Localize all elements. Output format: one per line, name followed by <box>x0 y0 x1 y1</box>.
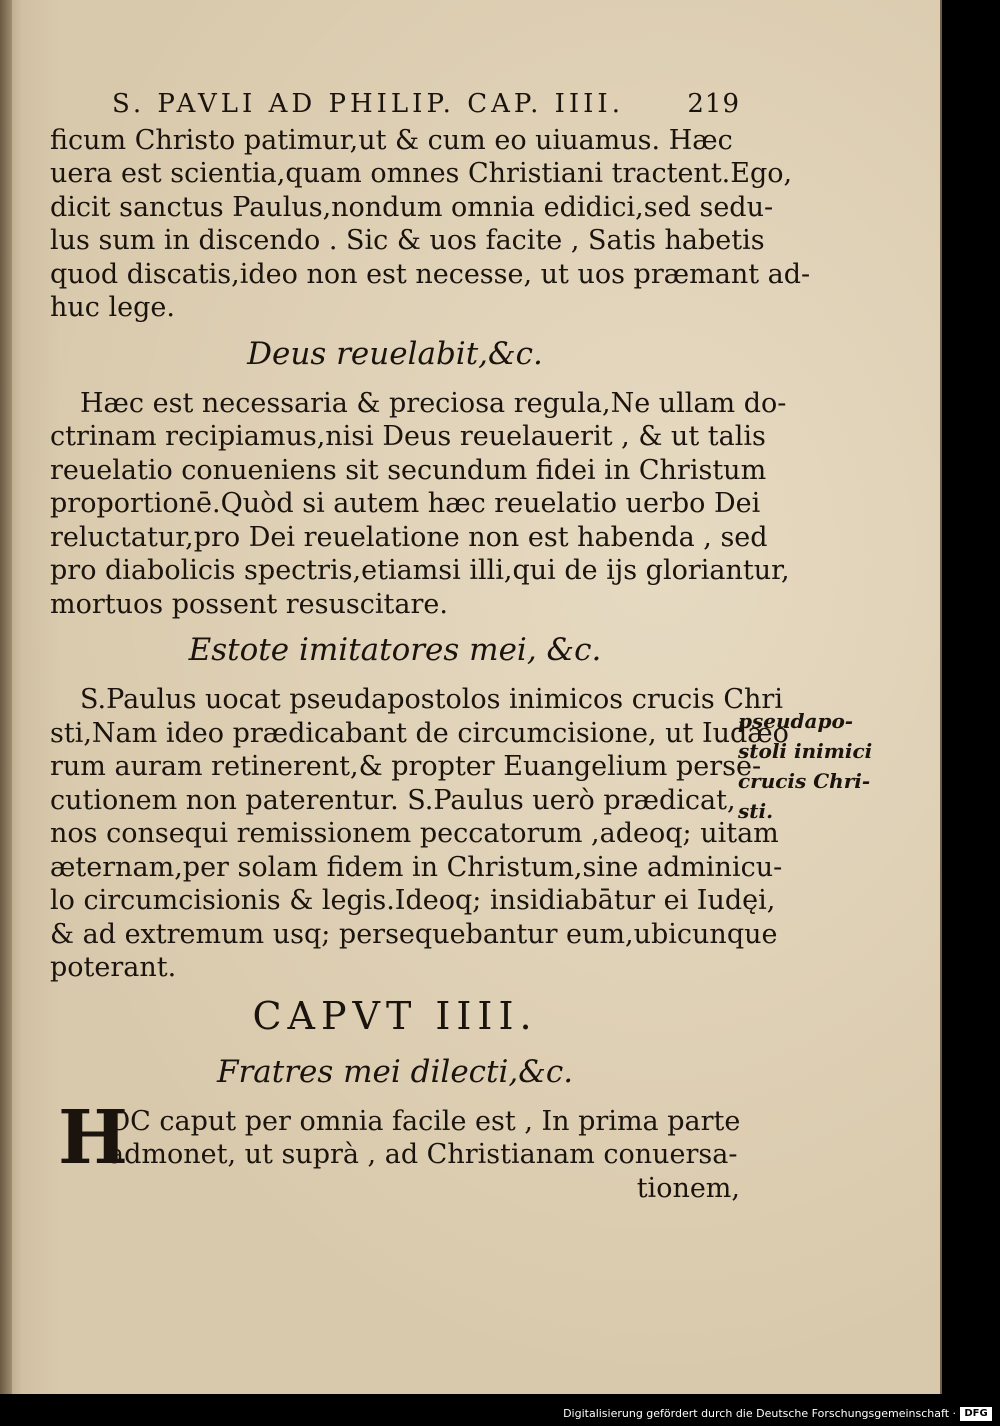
catchword: tionem, <box>636 1172 740 1204</box>
paragraph-1 <box>50 124 811 325</box>
text-line: rum auram retinerent,& propter Euangelium perse- <box>50 751 762 782</box>
text-line: lo circumcisionis & legis.Ideoq; insidiabātur ei Iudęi, <box>50 885 776 916</box>
marginal-note <box>738 706 888 826</box>
text-line: uera est scientia,quam omnes Christiani tractent.Ego, <box>50 158 793 189</box>
text-line: admonet, ut suprà , ad Christianam conuersa- <box>108 1139 738 1170</box>
text-line: sti,Nam ideo prædicabant de circumcisione, ut Iudæo <box>50 717 789 749</box>
text-line: Hæc est necessaria & preciosa regula,Ne ullam do- <box>80 387 787 419</box>
text-line: ficum Christo patimur,ut & cum eo uiuamus. Hæc <box>50 124 733 156</box>
text-line: OC caput per omnia facile est , In prima parte <box>108 1105 741 1137</box>
text-line: proportionē.Quòd si autem hæc reuelatio uerbo Dei <box>50 488 761 519</box>
chapter-heading: CAPVT IIII. <box>252 993 538 1038</box>
running-head-title: S. PAVLI AD PHILIP. CAP. IIII. <box>112 89 624 119</box>
text-line: reuelatio conueniens sit secundum fidei in Christum <box>50 454 767 486</box>
running-head <box>112 88 740 122</box>
marginal-note-line: crucis Chri- <box>738 769 871 793</box>
page-number: 219 <box>687 89 740 119</box>
page-gutter-edge <box>0 0 12 1394</box>
dfg-logo[interactable]: DFG <box>960 1407 992 1421</box>
marginal-note-line: pseudapo- <box>738 709 854 733</box>
footer-bar <box>0 1394 1000 1426</box>
text-line: & ad extremum usq; persequebantur eum,ubicunque <box>50 918 778 950</box>
lemma-heading: Fratres mei dilecti,&c. <box>216 1053 574 1090</box>
text-line: æternam,per solam fidem in Christum,sine adminicu- <box>50 851 783 883</box>
text-line: pro diabolicis spectris,etiamsi illi,qui de ijs gloriantur, <box>50 555 790 586</box>
text-line: lus sum in discendo . Sic & uos facite , Satis habetis <box>50 225 765 256</box>
text-line: poterant. <box>50 952 177 983</box>
drop-capital: H <box>58 1094 128 1181</box>
lemma-heading: Deus reuelabit,&c. <box>247 335 543 372</box>
text-line: mortuos possent resuscitare. <box>50 588 448 620</box>
text-line: reluctatur,pro Dei reuelatione non est habenda , sed <box>50 521 768 553</box>
paragraph-3 <box>50 683 789 985</box>
marginal-note-line: sti. <box>738 799 774 823</box>
text-line: cutionem non paterentur. S.Paulus uerò prædicat, <box>50 784 736 816</box>
marginal-note-line: stoli inimici <box>738 739 873 763</box>
text-line: S.Paulus uocat pseudapostolos inimicos crucis Chri <box>80 684 783 715</box>
paragraph-4 <box>50 1094 741 1181</box>
text-line: dicit sanctus Paulus,nondum omnia edidici,sed sedu- <box>50 191 774 223</box>
text-line: huc lege. <box>50 292 175 323</box>
text-line: quod discatis,ideo non est necesse, ut uos præmant ad- <box>50 258 811 290</box>
text-line: ctrinam recipiamus,nisi Deus reuelauerit , & ut talis <box>50 421 766 452</box>
text-line: nos consequi remissionem peccatorum ,adeoq; uitam <box>50 818 779 849</box>
footer-credit: Digitalisierung gefördert durch die Deutsche Forschungsgemeinschaft · <box>563 1407 956 1420</box>
lemma-heading: Estote imitatores mei, &c. <box>188 632 602 668</box>
paragraph-2 <box>50 387 790 622</box>
